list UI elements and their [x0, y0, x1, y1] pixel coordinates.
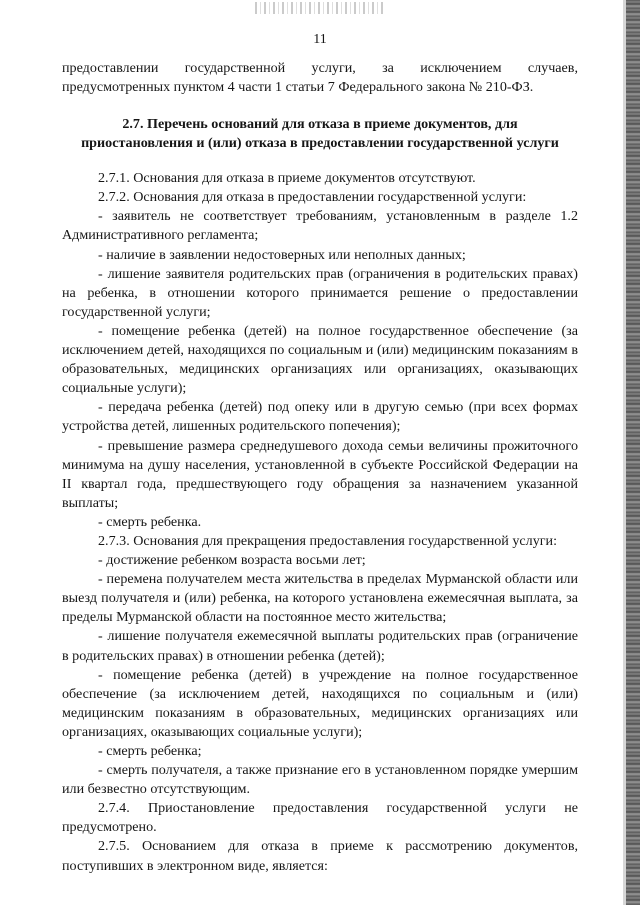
paragraph: 2.7.3. Основания для прекращения предоставления государственной услуги:: [98, 532, 557, 549]
list-item: - лишение получателя ежемесячной выплаты родительских прав (ограничение в родительских правах) в отношении ребенка (детей);: [62, 628, 578, 664]
heading-line: 2.7. Перечень оснований для отказа в приеме документов, для: [122, 116, 518, 133]
list-item: - смерть ребенка;: [98, 743, 202, 759]
section-heading: [62, 115, 578, 152]
list-item: - превышение размера среднедушевого дохода семьи величины прожиточного минимума на душу населения, установленной в субъекте Российской Федерации на II квартал года, предшествующего году обращения за назначением указанной выплаты;: [62, 437, 578, 511]
paragraph: 2.7.5. Основанием для отказа в приеме к рассмотрению документов, поступивших в электронном виде, является:: [62, 838, 578, 874]
scan-noise: [255, 2, 385, 14]
text-line: предусмотренных пунктом 4 части 1 статьи 7 Федерального закона № 210-ФЗ.: [62, 79, 534, 96]
heading-line: приостановления и (или) отказа в предоставлении государственной услуги: [81, 134, 559, 151]
page-number: 11: [313, 32, 327, 47]
paragraph: 2.7.1. Основания для отказа в приеме документов отсутствуют.: [98, 170, 476, 187]
list-item: - лишение заявителя родительских прав (ограничения в родительских правах) на ребенка, в отношении которого принимается решение о предоставлении государственной услуги;: [62, 265, 578, 320]
list-item: - наличие в заявлении недостоверных или неполных данных;: [98, 246, 466, 263]
text-line: предоставлении государственной услуги, за исключением случаев,: [62, 60, 578, 76]
list-item: - достижение ребенком возраста восьми лет;: [98, 552, 366, 569]
document-body: [62, 59, 578, 876]
paragraph: 2.7.2. Основания для отказа в предоставлении государственной услуги:: [98, 189, 527, 206]
list-item: - заявитель не соответствует требованиям, установленным в разделе 1.2 Административного регламента;: [62, 208, 578, 244]
list-item: - передача ребенка (детей) под опеку или в другую семью (при всех формах устройства детей, лишенных родительского попечения);: [62, 399, 578, 435]
paragraph: 2.7.4. Приостановление предоставления государственной услуги не предусмотрено.: [62, 800, 578, 836]
list-item: - смерть ребенка.: [98, 513, 202, 530]
list-item: - помещение ребенка (детей) на полное государственное обеспечение (за исключением детей, находящихся по социальным и (или) медицинским показаниям в образовательных, медицинских организациях или организациях, оказывающих социальные услуги);: [62, 322, 578, 397]
list-item: - помещение ребенка (детей) в учреждение на полное государственное обеспечение (за исключением детей, находящихся по социальным и (или) медицинским показаниям в образовательных, медицинских организациях или организациях, оказывающих социальные услуги);: [62, 666, 578, 740]
scan-edge: [626, 0, 640, 905]
list-item: - смерть получателя, а также признание его в установленном порядке умершим или безвестно отсутствующим.: [62, 762, 578, 798]
list-item: - перемена получателем места жительства в пределах Мурманской области или выезд получателя и (или) ребенка, на которого установлена ежемесячная выплата, за пределы Мурманской области на постоянное место жительства;: [62, 571, 578, 626]
